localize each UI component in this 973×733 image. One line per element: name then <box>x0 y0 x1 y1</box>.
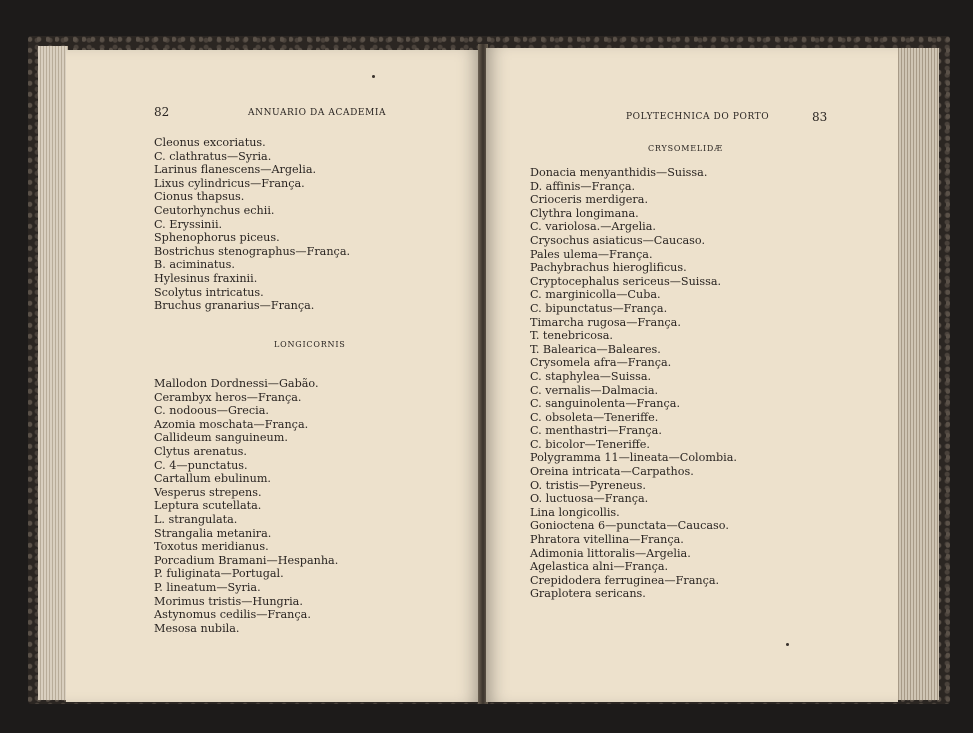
list-item: C. bicolor—Teneriffe. <box>530 437 650 451</box>
list-item: T. tenebricosa. <box>530 329 613 343</box>
list-item: C. 4—punctatus. <box>154 458 248 472</box>
running-head-left: ANNUARIO DA ACADEMIA <box>248 108 387 118</box>
list-item: C. variolosa.—Argelia. <box>530 220 656 234</box>
list-item: Cionus thapsus. <box>154 190 245 204</box>
running-head-right: POLYTECHNICA DO PORTO <box>626 112 770 122</box>
list-item: Callideum sanguineum. <box>154 431 288 445</box>
list-item: Scolytus intricatus. <box>154 285 264 299</box>
list-item: C. sanguinolenta—França. <box>530 397 681 411</box>
list-item: Leptura scutellata. <box>154 499 262 513</box>
list-item: Cleonus excoriatus. <box>154 136 266 149</box>
species-list-crysomelidae <box>530 166 737 601</box>
list-item: C. nodoous—Grecia. <box>154 404 269 418</box>
list-item: C. Eryssinii. <box>154 217 223 231</box>
list-item: Agelastica alni—França. <box>530 560 669 574</box>
list-item: Graplotera sericans. <box>530 587 646 601</box>
page-edges-right <box>893 48 939 700</box>
list-item: C. menthastri—França. <box>530 424 662 438</box>
speck <box>372 75 375 78</box>
list-item: Crysochus asiaticus—Caucaso. <box>530 233 706 247</box>
page-edges-left <box>38 46 68 700</box>
list-item: Pales ulema—França. <box>530 247 653 261</box>
list-item: Larinus flanescens—Argelia. <box>154 163 317 177</box>
section-title-longicornis: LONGICORNIS <box>274 340 346 349</box>
list-item: Bruchus granarius—França. <box>154 299 315 313</box>
list-item: Timarcha rugosa—França. <box>530 315 681 329</box>
list-item: T. Balearica—Baleares. <box>530 342 661 356</box>
list-item: Mesosa nubila. <box>154 621 240 635</box>
list-item: Vesperus strepens. <box>154 485 262 499</box>
list-item: Bostrichus stenographus—França. <box>154 244 351 258</box>
list-item: Crysomela afra—França. <box>530 356 672 370</box>
list-item: Cryptocephalus sericeus—Suissa. <box>530 274 722 288</box>
list-item: Crepidodera ferruginea—França. <box>530 573 720 587</box>
list-item: C. clathratus—Syria. <box>154 149 272 163</box>
list-item: Clythra longimana. <box>530 206 639 220</box>
list-item: Adimonia littoralis—Argelia. <box>530 546 691 560</box>
species-list-top <box>154 136 350 313</box>
list-item: Crioceris merdigera. <box>530 193 649 207</box>
list-item: Oreina intricata—Carpathos. <box>530 465 694 479</box>
list-item: Clytus arenatus. <box>154 444 247 458</box>
list-item: Porcadium Bramani—Hespanha. <box>154 553 339 567</box>
speck <box>786 643 789 646</box>
list-item: Lixus cylindricus—França. <box>154 176 305 190</box>
list-item: Polygramma 11—lineata—Colombia. <box>530 451 737 465</box>
list-item: P. lineatum—Syria. <box>154 580 261 594</box>
page-number-left: 82 <box>154 105 170 119</box>
list-item: Pachybrachus hieroglificus. <box>530 261 687 275</box>
left-page <box>66 50 480 702</box>
list-item: Toxotus meridianus. <box>154 540 269 554</box>
list-item: C. obsoleta—Teneriffe. <box>530 410 659 424</box>
list-item: Hylesinus fraxinii. <box>154 271 258 285</box>
list-item: Ceutorhynchus echii. <box>154 203 275 217</box>
list-item: C. marginicolla—Cuba. <box>530 288 661 302</box>
list-item: D. affinis—França. <box>530 179 636 193</box>
list-item: P. fuliginata—Portugal. <box>154 567 284 581</box>
list-item: O. tristis—Pyreneus. <box>530 478 646 492</box>
list-item: Astynomus cedilis—França. <box>154 608 311 622</box>
list-item: Azomia moschata—França. <box>154 417 309 431</box>
list-item: B. aciminatus. <box>154 258 235 272</box>
list-item: Lina longicollis. <box>530 505 620 519</box>
list-item: C. vernalis—Dalmacia. <box>530 383 659 397</box>
list-item: C. bipunctatus—França. <box>530 301 668 315</box>
right-page <box>486 48 898 702</box>
list-item: Cartallum ebulinum. <box>154 472 271 486</box>
list-item: Mallodon Dordnessi—Gabão. <box>154 377 319 390</box>
list-item: Cerambyx heros—França. <box>154 390 302 404</box>
list-item: Gonioctena 6—punctata—Caucaso. <box>530 519 729 533</box>
species-list-longicornis <box>154 377 338 635</box>
list-item: Phratora vitellina—França. <box>530 533 684 547</box>
list-item: Donacia menyanthidis—Suissa. <box>530 166 708 179</box>
list-item: O. luctuosa—França. <box>530 492 649 506</box>
list-item: Sphenophorus piceus. <box>154 231 280 245</box>
list-item: Strangalia metanira. <box>154 526 272 540</box>
list-item: L. strangulata. <box>154 512 238 526</box>
list-item: C. staphylea—Suissa. <box>530 369 652 383</box>
section-title-crysomelidae: CRYSOMELIDÆ <box>648 144 723 153</box>
list-item: Morimus tristis—Hungria. <box>154 594 303 608</box>
page-number-right: 83 <box>812 110 828 124</box>
